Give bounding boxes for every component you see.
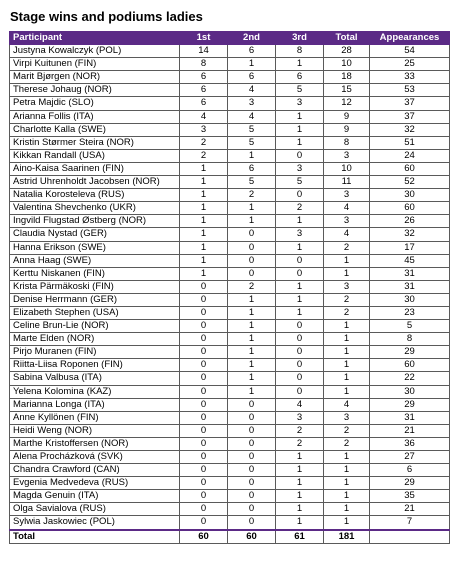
appearances-cell: 36 — [370, 437, 450, 450]
participant-cell: Therese Johaug (NOR) — [10, 84, 180, 97]
second-cell: 3 — [228, 97, 276, 110]
third-cell: 1 — [276, 516, 324, 530]
stats-table — [9, 31, 450, 544]
first-cell: 4 — [180, 110, 228, 123]
second-cell: 1 — [228, 385, 276, 398]
third-cell: 1 — [276, 451, 324, 464]
appearances-cell: 25 — [370, 58, 450, 71]
total-cell: 1 — [324, 451, 370, 464]
appearances-cell: 8 — [370, 333, 450, 346]
appearances-cell: 22 — [370, 372, 450, 385]
third-cell: 3 — [276, 162, 324, 175]
second-cell: 0 — [228, 424, 276, 437]
third-cell: 6 — [276, 71, 324, 84]
first-cell: 0 — [180, 516, 228, 530]
total-cell: 1 — [324, 503, 370, 516]
table-row — [10, 490, 450, 503]
participant-cell: Heidi Weng (NOR) — [10, 424, 180, 437]
first-cell: 0 — [180, 280, 228, 293]
participant-cell: Evgenia Medvedeva (RUS) — [10, 477, 180, 490]
table-row — [10, 162, 450, 175]
second-cell: 2 — [228, 280, 276, 293]
column-header-1st: 1st — [180, 32, 228, 45]
second-cell: 6 — [228, 162, 276, 175]
third-cell: 1 — [276, 110, 324, 123]
total-cell: 18 — [324, 71, 370, 84]
second-cell: 5 — [228, 123, 276, 136]
third-cell: 1 — [276, 464, 324, 477]
participant-cell: Astrid Uhrenholdt Jacobsen (NOR) — [10, 176, 180, 189]
third-cell: 1 — [276, 215, 324, 228]
table-row — [10, 464, 450, 477]
total-cell: 1 — [324, 333, 370, 346]
second-cell: 1 — [228, 306, 276, 319]
participant-cell: Aino-Kaisa Saarinen (FIN) — [10, 162, 180, 175]
total-row — [10, 530, 450, 544]
table-row — [10, 123, 450, 136]
participant-cell: Kikkan Randall (USA) — [10, 149, 180, 162]
appearances-cell: 37 — [370, 110, 450, 123]
third-cell: 1 — [276, 241, 324, 254]
table-row — [10, 398, 450, 411]
table-row — [10, 149, 450, 162]
first-cell: 0 — [180, 424, 228, 437]
column-header-participant: Participant — [10, 32, 180, 45]
third-cell: 1 — [276, 293, 324, 306]
third-cell: 0 — [276, 267, 324, 280]
second-cell: 1 — [228, 58, 276, 71]
third-cell: 0 — [276, 359, 324, 372]
table-row — [10, 176, 450, 189]
participant-cell: Natalia Korosteleva (RUS) — [10, 189, 180, 202]
participant-cell: Kristin Størmer Steira (NOR) — [10, 136, 180, 149]
third-cell: 5 — [276, 176, 324, 189]
first-cell: 0 — [180, 503, 228, 516]
first-cell: 8 — [180, 58, 228, 71]
third-cell: 3 — [276, 228, 324, 241]
second-cell: 2 — [228, 189, 276, 202]
total-cell: 3 — [324, 189, 370, 202]
second-cell: 0 — [228, 411, 276, 424]
total-cell: 1 — [324, 359, 370, 372]
table-row — [10, 411, 450, 424]
appearances-cell: 60 — [370, 162, 450, 175]
participant-cell: Anna Haag (SWE) — [10, 254, 180, 267]
table-row — [10, 241, 450, 254]
third-cell: 0 — [276, 149, 324, 162]
total-cell: 15 — [324, 84, 370, 97]
participant-cell: Sylwia Jaskowiec (POL) — [10, 516, 180, 530]
appearances-cell: 45 — [370, 254, 450, 267]
column-header-total: Total — [324, 32, 370, 45]
first-cell: 3 — [180, 123, 228, 136]
total-cell: 1 — [324, 516, 370, 530]
second-cell: 5 — [228, 136, 276, 149]
first-cell: 2 — [180, 149, 228, 162]
second-cell: 0 — [228, 503, 276, 516]
appearances-cell: 27 — [370, 451, 450, 464]
first-cell: 1 — [180, 267, 228, 280]
appearances-cell: 31 — [370, 267, 450, 280]
appearances-cell: 29 — [370, 477, 450, 490]
participant-cell: Celine Brun-Lie (NOR) — [10, 320, 180, 333]
total-cell: 2 — [324, 293, 370, 306]
column-header-3rd: 3rd — [276, 32, 324, 45]
third-cell: 1 — [276, 136, 324, 149]
second-cell: 1 — [228, 149, 276, 162]
first-cell: 1 — [180, 176, 228, 189]
total-cell: 2 — [324, 306, 370, 319]
total-cell: 12 — [324, 97, 370, 110]
appearances-cell: 51 — [370, 136, 450, 149]
page-title: Stage wins and podiums ladies — [10, 9, 203, 24]
participant-cell: Denise Herrmann (GER) — [10, 293, 180, 306]
first-cell: 14 — [180, 45, 228, 58]
second-cell: 1 — [228, 346, 276, 359]
table-row — [10, 45, 450, 58]
total-cell: 10 — [324, 162, 370, 175]
total-cell: 1 — [324, 477, 370, 490]
third-cell: 1 — [276, 58, 324, 71]
third-cell: 3 — [276, 411, 324, 424]
third-cell: 0 — [276, 346, 324, 359]
second-cell: 0 — [228, 241, 276, 254]
second-cell: 1 — [228, 333, 276, 346]
third-cell: 1 — [276, 306, 324, 319]
participant-cell: Arianna Follis (ITA) — [10, 110, 180, 123]
second-cell: 0 — [228, 477, 276, 490]
appearances-cell: 32 — [370, 123, 450, 136]
second-cell: 0 — [228, 267, 276, 280]
table-row — [10, 359, 450, 372]
second-cell: 5 — [228, 176, 276, 189]
participant-cell: Magda Genuin (ITA) — [10, 490, 180, 503]
total-cell: 10 — [324, 58, 370, 71]
first-cell: 1 — [180, 215, 228, 228]
total-cell: 8 — [324, 136, 370, 149]
total-cell: 2 — [324, 424, 370, 437]
total-cell: 1 — [324, 490, 370, 503]
appearances-cell: 31 — [370, 280, 450, 293]
second-cell: 0 — [228, 516, 276, 530]
table-row — [10, 306, 450, 319]
table-row — [10, 58, 450, 71]
total-cell: 4 — [324, 228, 370, 241]
appearances-cell — [370, 530, 450, 544]
second-cell: 0 — [228, 490, 276, 503]
appearances-cell: 53 — [370, 84, 450, 97]
table-body — [10, 45, 450, 544]
appearances-cell: 30 — [370, 189, 450, 202]
appearances-cell: 17 — [370, 241, 450, 254]
first-cell: 6 — [180, 71, 228, 84]
first-cell: 0 — [180, 346, 228, 359]
total-cell: 3 — [324, 215, 370, 228]
first-cell: 0 — [180, 464, 228, 477]
appearances-cell: 60 — [370, 202, 450, 215]
total-cell: 3 — [324, 411, 370, 424]
column-header-2nd: 2nd — [228, 32, 276, 45]
first-cell: 0 — [180, 320, 228, 333]
third-cell: 5 — [276, 84, 324, 97]
third-cell: 0 — [276, 320, 324, 333]
table-row — [10, 202, 450, 215]
table-row — [10, 372, 450, 385]
table-row — [10, 333, 450, 346]
participant-cell: Marte Elden (NOR) — [10, 333, 180, 346]
first-cell: 0 — [180, 293, 228, 306]
first-cell: 1 — [180, 162, 228, 175]
second-cell: 4 — [228, 110, 276, 123]
participant-cell: Sabina Valbusa (ITA) — [10, 372, 180, 385]
second-cell: 0 — [228, 464, 276, 477]
table-row — [10, 280, 450, 293]
appearances-cell: 52 — [370, 176, 450, 189]
appearances-cell: 21 — [370, 503, 450, 516]
third-cell: 1 — [276, 280, 324, 293]
total-cell: 1 — [324, 320, 370, 333]
first-cell: 0 — [180, 477, 228, 490]
second-cell: 0 — [228, 451, 276, 464]
table-row — [10, 97, 450, 110]
appearances-cell: 7 — [370, 516, 450, 530]
participant-cell: Justyna Kowalczyk (POL) — [10, 45, 180, 58]
third-cell: 2 — [276, 424, 324, 437]
first-cell: 0 — [180, 490, 228, 503]
second-cell: 4 — [228, 84, 276, 97]
total-cell: 2 — [324, 241, 370, 254]
appearances-cell: 23 — [370, 306, 450, 319]
participant-cell: Valentina Shevchenko (UKR) — [10, 202, 180, 215]
participant-cell: Total — [10, 530, 180, 544]
first-cell: 1 — [180, 241, 228, 254]
table-row — [10, 451, 450, 464]
column-header-appearances: Appearances — [370, 32, 450, 45]
first-cell: 0 — [180, 437, 228, 450]
third-cell: 1 — [276, 123, 324, 136]
table-row — [10, 84, 450, 97]
table-row — [10, 346, 450, 359]
second-cell: 6 — [228, 71, 276, 84]
total-cell: 1 — [324, 385, 370, 398]
participant-cell: Olga Savialova (RUS) — [10, 503, 180, 516]
appearances-cell: 33 — [370, 71, 450, 84]
table-row — [10, 71, 450, 84]
third-cell: 1 — [276, 477, 324, 490]
total-cell: 11 — [324, 176, 370, 189]
first-cell: 0 — [180, 359, 228, 372]
participant-cell: Anne Kyllönen (FIN) — [10, 411, 180, 424]
second-cell: 1 — [228, 372, 276, 385]
appearances-cell: 35 — [370, 490, 450, 503]
second-cell: 60 — [228, 530, 276, 544]
table-row — [10, 385, 450, 398]
second-cell: 0 — [228, 228, 276, 241]
total-cell: 1 — [324, 254, 370, 267]
table-row — [10, 136, 450, 149]
second-cell: 1 — [228, 293, 276, 306]
second-cell: 0 — [228, 437, 276, 450]
participant-cell: Pirjo Muranen (FIN) — [10, 346, 180, 359]
first-cell: 0 — [180, 372, 228, 385]
total-cell: 1 — [324, 372, 370, 385]
appearances-cell: 31 — [370, 411, 450, 424]
participant-cell: Yelena Kolomina (KAZ) — [10, 385, 180, 398]
first-cell: 0 — [180, 385, 228, 398]
table-row — [10, 254, 450, 267]
total-cell: 9 — [324, 110, 370, 123]
second-cell: 0 — [228, 398, 276, 411]
appearances-cell: 26 — [370, 215, 450, 228]
appearances-cell: 21 — [370, 424, 450, 437]
third-cell: 8 — [276, 45, 324, 58]
table-row — [10, 293, 450, 306]
third-cell: 1 — [276, 503, 324, 516]
participant-cell: Petra Majdic (SLO) — [10, 97, 180, 110]
total-cell: 1 — [324, 464, 370, 477]
third-cell: 0 — [276, 254, 324, 267]
first-cell: 1 — [180, 202, 228, 215]
second-cell: 1 — [228, 320, 276, 333]
third-cell: 61 — [276, 530, 324, 544]
total-cell: 2 — [324, 437, 370, 450]
first-cell: 2 — [180, 136, 228, 149]
header-row — [10, 32, 450, 45]
third-cell: 2 — [276, 437, 324, 450]
participant-cell: Hanna Erikson (SWE) — [10, 241, 180, 254]
table-row — [10, 189, 450, 202]
first-cell: 0 — [180, 333, 228, 346]
table-row — [10, 516, 450, 530]
appearances-cell: 24 — [370, 149, 450, 162]
first-cell: 0 — [180, 411, 228, 424]
participant-cell: Virpi Kuitunen (FIN) — [10, 58, 180, 71]
first-cell: 0 — [180, 451, 228, 464]
total-cell: 181 — [324, 530, 370, 544]
participant-cell: Charlotte Kalla (SWE) — [10, 123, 180, 136]
second-cell: 1 — [228, 359, 276, 372]
total-cell: 3 — [324, 280, 370, 293]
total-cell: 3 — [324, 149, 370, 162]
table-row — [10, 477, 450, 490]
participant-cell: Kerttu Niskanen (FIN) — [10, 267, 180, 280]
third-cell: 1 — [276, 490, 324, 503]
total-cell: 1 — [324, 267, 370, 280]
third-cell: 0 — [276, 333, 324, 346]
table-row — [10, 228, 450, 241]
third-cell: 3 — [276, 97, 324, 110]
appearances-cell: 29 — [370, 398, 450, 411]
total-cell: 9 — [324, 123, 370, 136]
total-cell: 28 — [324, 45, 370, 58]
participant-cell: Alena Procházková (SVK) — [10, 451, 180, 464]
appearances-cell: 37 — [370, 97, 450, 110]
second-cell: 0 — [228, 254, 276, 267]
participant-cell: Krista Pärmäkoski (FIN) — [10, 280, 180, 293]
second-cell: 1 — [228, 202, 276, 215]
first-cell: 6 — [180, 84, 228, 97]
appearances-cell: 30 — [370, 293, 450, 306]
table-row — [10, 424, 450, 437]
second-cell: 6 — [228, 45, 276, 58]
participant-cell: Marthe Kristoffersen (NOR) — [10, 437, 180, 450]
first-cell: 0 — [180, 306, 228, 319]
total-cell: 4 — [324, 398, 370, 411]
participant-cell: Marit Bjørgen (NOR) — [10, 71, 180, 84]
table-row — [10, 215, 450, 228]
participant-cell: Riitta-Liisa Roponen (FIN) — [10, 359, 180, 372]
first-cell: 1 — [180, 254, 228, 267]
third-cell: 4 — [276, 398, 324, 411]
first-cell: 1 — [180, 189, 228, 202]
appearances-cell: 29 — [370, 346, 450, 359]
participant-cell: Elizabeth Stephen (USA) — [10, 306, 180, 319]
third-cell: 0 — [276, 385, 324, 398]
participant-cell: Claudia Nystad (GER) — [10, 228, 180, 241]
appearances-cell: 6 — [370, 464, 450, 477]
participant-cell: Marianna Longa (ITA) — [10, 398, 180, 411]
second-cell: 1 — [228, 215, 276, 228]
third-cell: 0 — [276, 372, 324, 385]
appearances-cell: 54 — [370, 45, 450, 58]
table-row — [10, 267, 450, 280]
first-cell: 1 — [180, 228, 228, 241]
first-cell: 6 — [180, 97, 228, 110]
total-cell: 1 — [324, 346, 370, 359]
total-cell: 4 — [324, 202, 370, 215]
participant-cell: Chandra Crawford (CAN) — [10, 464, 180, 477]
table-row — [10, 503, 450, 516]
third-cell: 0 — [276, 189, 324, 202]
table-row — [10, 110, 450, 123]
table-row — [10, 437, 450, 450]
third-cell: 2 — [276, 202, 324, 215]
participant-cell: Ingvild Flugstad Østberg (NOR) — [10, 215, 180, 228]
table-row — [10, 320, 450, 333]
appearances-cell: 32 — [370, 228, 450, 241]
appearances-cell: 30 — [370, 385, 450, 398]
appearances-cell: 60 — [370, 359, 450, 372]
first-cell: 0 — [180, 398, 228, 411]
first-cell: 60 — [180, 530, 228, 544]
appearances-cell: 5 — [370, 320, 450, 333]
